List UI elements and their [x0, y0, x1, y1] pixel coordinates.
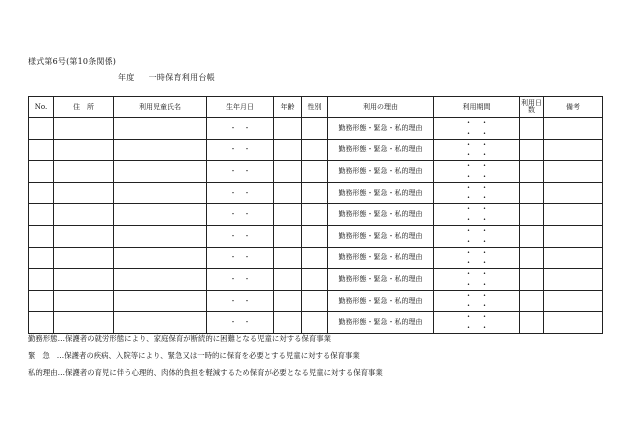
- cell-remarks[interactable]: [544, 182, 603, 204]
- cell-age[interactable]: [274, 204, 302, 226]
- cell-period[interactable]: [434, 269, 520, 291]
- cell-gender[interactable]: [302, 312, 328, 334]
- cell-period[interactable]: [434, 312, 520, 334]
- cell-birthdate[interactable]: ・ ・: [207, 290, 274, 312]
- cell-child-name[interactable]: [114, 204, 207, 226]
- cell-gender[interactable]: [302, 161, 328, 183]
- cell-remarks[interactable]: [544, 225, 603, 247]
- cell-reason[interactable]: 勤務形態・緊急・私的理由: [328, 139, 434, 161]
- cell-gender[interactable]: [302, 225, 328, 247]
- cell-reason[interactable]: 勤務形態・緊急・私的理由: [328, 204, 434, 226]
- cell-child-name[interactable]: [114, 161, 207, 183]
- cell-remarks[interactable]: [544, 139, 603, 161]
- header-no: No.: [29, 97, 54, 118]
- ledger-body: [29, 118, 603, 334]
- cell-birthdate[interactable]: ・ ・: [207, 182, 274, 204]
- header-days: 利用日数: [520, 97, 544, 118]
- note-emergency: [28, 350, 383, 367]
- fiscal-year-label: 年度: [118, 73, 135, 82]
- cell-address[interactable]: [54, 161, 114, 183]
- header-row: [29, 97, 603, 118]
- cell-address[interactable]: [54, 118, 114, 140]
- cell-period[interactable]: [434, 290, 520, 312]
- cell-days[interactable]: [520, 182, 544, 204]
- cell-remarks[interactable]: [544, 247, 603, 269]
- cell-remarks[interactable]: [544, 161, 603, 183]
- table-row: [29, 139, 603, 161]
- period-start-dots: ・ ・: [464, 269, 489, 279]
- cell-no[interactable]: [29, 139, 54, 161]
- header-reason: 利用の理由: [328, 97, 434, 118]
- period-start-dots: ・ ・: [464, 139, 489, 149]
- table-row: [29, 225, 603, 247]
- cell-reason[interactable]: 勤務形態・緊急・私的理由: [328, 225, 434, 247]
- table-row: [29, 269, 603, 291]
- cell-child-name[interactable]: [114, 312, 207, 334]
- header-address: 住 所: [54, 97, 114, 118]
- cell-address[interactable]: [54, 269, 114, 291]
- header-period: 利用期間: [434, 97, 520, 118]
- cell-reason[interactable]: 勤務形態・緊急・私的理由: [328, 269, 434, 291]
- period-start-dots: ・ ・: [464, 290, 489, 300]
- note-work-pattern: [28, 333, 383, 350]
- header-remarks: 備考: [544, 97, 603, 118]
- cell-birthdate[interactable]: ・ ・: [207, 139, 274, 161]
- cell-reason[interactable]: 勤務形態・緊急・私的理由: [328, 247, 434, 269]
- cell-days[interactable]: [520, 139, 544, 161]
- period-start-dots: ・ ・: [464, 312, 489, 322]
- note-term: 緊急: [28, 351, 57, 360]
- cell-age[interactable]: [274, 269, 302, 291]
- cell-reason[interactable]: 勤務形態・緊急・私的理由: [328, 161, 434, 183]
- cell-no[interactable]: [29, 312, 54, 334]
- cell-no[interactable]: [29, 247, 54, 269]
- cell-child-name[interactable]: [114, 290, 207, 312]
- table-row: [29, 182, 603, 204]
- header-age: 年齢: [274, 97, 302, 118]
- period-end-dots: ・ ・: [464, 236, 489, 246]
- header-child-name: 利用児童氏名: [114, 97, 207, 118]
- note-term: 勤務形態: [28, 334, 58, 343]
- cell-days[interactable]: [520, 312, 544, 334]
- period-start-dots: ・ ・: [464, 182, 489, 192]
- cell-address[interactable]: [54, 182, 114, 204]
- period-end-dots: ・ ・: [464, 150, 489, 160]
- table-row: [29, 204, 603, 226]
- table-row: [29, 312, 603, 334]
- period-start-dots: ・ ・: [464, 247, 489, 257]
- cell-child-name[interactable]: [114, 225, 207, 247]
- cell-address[interactable]: [54, 204, 114, 226]
- cell-gender[interactable]: [302, 139, 328, 161]
- cell-gender[interactable]: [302, 269, 328, 291]
- header-gender: 性別: [302, 97, 328, 118]
- cell-period[interactable]: [434, 247, 520, 269]
- cell-birthdate[interactable]: ・ ・: [207, 161, 274, 183]
- usage-ledger-table: [28, 96, 603, 334]
- cell-address[interactable]: [54, 290, 114, 312]
- period-end-dots: ・ ・: [464, 258, 489, 268]
- cell-remarks[interactable]: [544, 269, 603, 291]
- cell-no[interactable]: [29, 269, 54, 291]
- cell-address[interactable]: [54, 139, 114, 161]
- note-term: 私的理由: [28, 368, 58, 377]
- cell-days[interactable]: [520, 290, 544, 312]
- cell-period[interactable]: [434, 225, 520, 247]
- cell-child-name[interactable]: [114, 247, 207, 269]
- cell-period[interactable]: [434, 118, 520, 140]
- cell-period[interactable]: [434, 161, 520, 183]
- cell-no[interactable]: [29, 204, 54, 226]
- cell-period[interactable]: [434, 204, 520, 226]
- note-definition: …保護者の育児に伴う心理的、肉体的負担を軽減するため保育が必要となる児童に対する保育事業: [57, 368, 383, 377]
- cell-no[interactable]: [29, 161, 54, 183]
- cell-days[interactable]: [520, 161, 544, 183]
- legend-notes: [28, 333, 383, 384]
- cell-days[interactable]: [520, 225, 544, 247]
- ledger-name: 一時保育利用台帳: [148, 73, 216, 82]
- period-start-dots: ・ ・: [464, 225, 489, 235]
- cell-gender[interactable]: [302, 204, 328, 226]
- cell-address[interactable]: [54, 312, 114, 334]
- cell-days[interactable]: [520, 204, 544, 226]
- cell-remarks[interactable]: [544, 204, 603, 226]
- period-start-dots: ・ ・: [464, 204, 489, 214]
- cell-no[interactable]: [29, 290, 54, 312]
- cell-child-name[interactable]: [114, 118, 207, 140]
- cell-no[interactable]: [29, 182, 54, 204]
- cell-address[interactable]: [54, 225, 114, 247]
- table-row: [29, 247, 603, 269]
- cell-age[interactable]: [274, 182, 302, 204]
- cell-child-name[interactable]: [114, 182, 207, 204]
- period-end-dots: ・ ・: [464, 214, 489, 224]
- cell-birthdate[interactable]: ・ ・: [207, 225, 274, 247]
- table-row: [29, 118, 603, 140]
- cell-birthdate[interactable]: ・ ・: [207, 204, 274, 226]
- table-row: [29, 161, 603, 183]
- cell-days[interactable]: [520, 269, 544, 291]
- cell-birthdate[interactable]: ・ ・: [207, 247, 274, 269]
- cell-birthdate[interactable]: ・ ・: [207, 312, 274, 334]
- period-start-dots: ・ ・: [464, 161, 489, 171]
- cell-address[interactable]: [54, 247, 114, 269]
- cell-age[interactable]: [274, 225, 302, 247]
- cell-reason[interactable]: 勤務形態・緊急・私的理由: [328, 290, 434, 312]
- document-title: [118, 72, 215, 83]
- cell-days[interactable]: [520, 247, 544, 269]
- cell-reason[interactable]: 勤務形態・緊急・私的理由: [328, 118, 434, 140]
- period-end-dots: ・ ・: [464, 193, 489, 203]
- cell-birthdate[interactable]: ・ ・: [207, 269, 274, 291]
- cell-age[interactable]: [274, 118, 302, 140]
- cell-gender[interactable]: [302, 290, 328, 312]
- cell-period[interactable]: [434, 182, 520, 204]
- cell-age[interactable]: [274, 312, 302, 334]
- note-private-reason: [28, 367, 383, 384]
- cell-gender[interactable]: [302, 247, 328, 269]
- cell-period[interactable]: [434, 139, 520, 161]
- cell-child-name[interactable]: [114, 139, 207, 161]
- cell-reason[interactable]: 勤務形態・緊急・私的理由: [328, 182, 434, 204]
- period-end-dots: ・ ・: [464, 171, 489, 181]
- period-end-dots: ・ ・: [464, 322, 489, 332]
- header-birthdate: 生年月日: [207, 97, 274, 118]
- cell-age[interactable]: [274, 139, 302, 161]
- period-start-dots: ・ ・: [464, 118, 489, 127]
- period-end-dots: ・ ・: [464, 279, 489, 289]
- cell-birthdate[interactable]: ・ ・: [207, 118, 274, 140]
- table-row: [29, 290, 603, 312]
- cell-age[interactable]: [274, 161, 302, 183]
- cell-gender[interactable]: [302, 182, 328, 204]
- cell-reason[interactable]: 勤務形態・緊急・私的理由: [328, 312, 434, 334]
- note-definition: …保護者の疾病、入院等により、緊急又は一時的に保育を必要とする児童に対する保育事業: [56, 351, 360, 360]
- period-end-dots: ・ ・: [464, 301, 489, 311]
- cell-age[interactable]: [274, 247, 302, 269]
- cell-child-name[interactable]: [114, 269, 207, 291]
- cell-no[interactable]: [29, 225, 54, 247]
- note-definition: …保護者の就労形態により、家庭保育が断続的に困難となる児童に対する保育事業: [57, 334, 332, 343]
- cell-remarks[interactable]: [544, 118, 603, 140]
- cell-remarks[interactable]: [544, 290, 603, 312]
- cell-days[interactable]: [520, 118, 544, 140]
- cell-remarks[interactable]: [544, 312, 603, 334]
- form-number: 様式第6号(第10条関係): [28, 57, 117, 66]
- cell-age[interactable]: [274, 290, 302, 312]
- cell-no[interactable]: [29, 118, 54, 140]
- cell-gender[interactable]: [302, 118, 328, 140]
- period-end-dots: ・ ・: [464, 128, 489, 138]
